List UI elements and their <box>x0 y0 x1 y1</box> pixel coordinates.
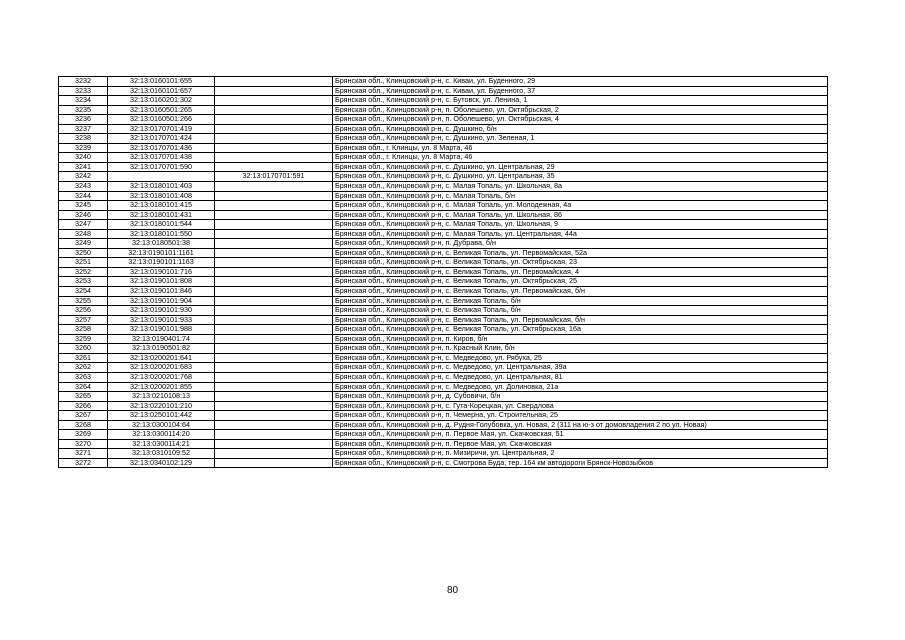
address-cell: Брянская обл., Клинцовский р-н, с. Великая Топаль, ул. Первомайская, б/н <box>333 287 828 297</box>
address-cell: Брянская обл., Клинцовский р-н, с. Малая Топаль, ул. Молодежная, 4а <box>333 201 828 211</box>
secondary-cadastral-number-cell <box>215 201 333 211</box>
table-row <box>59 344 828 354</box>
row-number-cell: 3244 <box>59 191 108 201</box>
address-cell: Брянская обл., Клинцовский р-н, п. Красный Клин, б/н <box>333 344 828 354</box>
address-cell: Брянская обл., Клинцовский р-н, с. Малая Топаль, б/н <box>333 191 828 201</box>
row-number-cell: 3250 <box>59 248 108 258</box>
row-number-cell: 3234 <box>59 96 108 106</box>
secondary-cadastral-number-cell <box>215 439 333 449</box>
secondary-cadastral-number-cell <box>215 210 333 220</box>
secondary-cadastral-number-cell <box>215 392 333 402</box>
cadastral-number-cell: 32:13:0180501:38 <box>108 239 215 249</box>
cadastral-number-cell: 32:13:0220101:210 <box>108 401 215 411</box>
secondary-cadastral-number-cell <box>215 306 333 316</box>
address-cell: Брянская обл., г. Клинцы, ул. 8 Марта, 46 <box>333 153 828 163</box>
row-number-cell: 3236 <box>59 115 108 125</box>
row-number-cell: 3265 <box>59 392 108 402</box>
secondary-cadastral-number-cell <box>215 334 333 344</box>
cadastral-number-cell: 32:13:0160101:657 <box>108 86 215 96</box>
secondary-cadastral-number-cell <box>215 96 333 106</box>
address-cell: Брянская обл., Клинцовский р-н, с. Великая Топаль, ул. Октябрьская, 25 <box>333 277 828 287</box>
table-row <box>59 96 828 106</box>
row-number-cell: 3253 <box>59 277 108 287</box>
row-number-cell: 3258 <box>59 325 108 335</box>
address-cell: Брянская обл., Клинцовский р-н, п. Чемерна, ул. Строительная, 25 <box>333 411 828 421</box>
secondary-cadastral-number-cell <box>215 287 333 297</box>
address-cell: Брянская обл., Клинцовский р-н, д. Рудня-Голубовка, ул. Новая, 2 (311 на ю-з от домовладения 2 по ул. Новая) <box>333 420 828 430</box>
cadastral-number-cell: 32:13:0160101:655 <box>108 77 215 87</box>
table-row <box>59 353 828 363</box>
row-number-cell: 3245 <box>59 201 108 211</box>
record-table <box>58 76 828 468</box>
table-row <box>59 248 828 258</box>
row-number-cell: 3241 <box>59 162 108 172</box>
address-cell: Брянская обл., Клинцовский р-н, с. Великая Топаль, б/н <box>333 306 828 316</box>
table-row <box>59 363 828 373</box>
table-row <box>59 258 828 268</box>
row-number-cell: 3249 <box>59 239 108 249</box>
row-number-cell: 3242 <box>59 172 108 182</box>
table-row <box>59 210 828 220</box>
table-row <box>59 392 828 402</box>
secondary-cadastral-number-cell <box>215 458 333 468</box>
address-cell: Брянская обл., Клинцовский р-н, с. Великая Топаль, ул. Октябрьская, 23 <box>333 258 828 268</box>
address-cell: Брянская обл., Клинцовский р-н, с. Великая Топаль, ул. Первомайская, 4 <box>333 267 828 277</box>
cadastral-number-cell: 32:13:0190101:808 <box>108 277 215 287</box>
secondary-cadastral-number-cell <box>215 229 333 239</box>
table-row <box>59 143 828 153</box>
address-cell: Брянская обл., Клинцовский р-н, п. Первое Мая, ул. Скачковская, 51 <box>333 430 828 440</box>
secondary-cadastral-number-cell <box>215 105 333 115</box>
table-row <box>59 162 828 172</box>
secondary-cadastral-number-cell <box>215 115 333 125</box>
secondary-cadastral-number-cell <box>215 267 333 277</box>
cadastral-number-cell: 32:13:0190101:846 <box>108 287 215 297</box>
row-number-cell: 3269 <box>59 430 108 440</box>
secondary-cadastral-number-cell <box>215 315 333 325</box>
secondary-cadastral-number-cell <box>215 220 333 230</box>
table-row <box>59 267 828 277</box>
row-number-cell: 3238 <box>59 134 108 144</box>
row-number-cell: 3261 <box>59 353 108 363</box>
secondary-cadastral-number-cell <box>215 372 333 382</box>
table-row <box>59 124 828 134</box>
address-cell: Брянская обл., Клинцовский р-н, с. Бутовск, ул. Ленина, 1 <box>333 96 828 106</box>
address-cell: Брянская обл., Клинцовский р-н, с. Душкино, ул. Центральная, 29 <box>333 162 828 172</box>
row-number-cell: 3233 <box>59 86 108 96</box>
address-cell: Брянская обл., Клинцовский р-н, с. Медведово, ул. Центральная, 39а <box>333 363 828 373</box>
address-cell: Брянская обл., Клинцовский р-н, с. Душкино, б/н <box>333 124 828 134</box>
row-number-cell: 3272 <box>59 458 108 468</box>
row-number-cell: 3232 <box>59 77 108 87</box>
cadastral-number-cell: 32:13:0190101:716 <box>108 267 215 277</box>
table-row <box>59 325 828 335</box>
cadastral-number-cell <box>108 172 215 182</box>
secondary-cadastral-number-cell <box>215 277 333 287</box>
address-cell: Брянская обл., Клинцовский р-н, с. Малая Топаль, ул. Школьная, 9 <box>333 220 828 230</box>
address-cell: Брянская обл., Клинцовский р-н, с. Великая Топаль, ул. Первомайская, 52а <box>333 248 828 258</box>
address-cell: Брянская обл., Клинцовский р-н, с. Медведово, ул. Долиновка, 21а <box>333 382 828 392</box>
row-number-cell: 3254 <box>59 287 108 297</box>
row-number-cell: 3264 <box>59 382 108 392</box>
cadastral-number-cell: 32:13:0180101:403 <box>108 182 215 192</box>
cadastral-number-cell: 32:13:0180101:544 <box>108 220 215 230</box>
row-number-cell: 3255 <box>59 296 108 306</box>
row-number-cell: 3256 <box>59 306 108 316</box>
table-row <box>59 86 828 96</box>
row-number-cell: 3270 <box>59 439 108 449</box>
address-cell: Брянская обл., Клинцовский р-н, с. Киваи, ул. Буденного, 37 <box>333 86 828 96</box>
table-row <box>59 277 828 287</box>
row-number-cell: 3271 <box>59 449 108 459</box>
cadastral-number-cell: 32:13:0180101:550 <box>108 229 215 239</box>
secondary-cadastral-number-cell <box>215 325 333 335</box>
address-cell: Брянская обл., Клинцовский р-н, с. Гута-Корецкая, ул. Свердлова <box>333 401 828 411</box>
secondary-cadastral-number-cell <box>215 420 333 430</box>
table-row <box>59 201 828 211</box>
table-row <box>59 411 828 421</box>
table-row <box>59 239 828 249</box>
row-number-cell: 3266 <box>59 401 108 411</box>
secondary-cadastral-number-cell: 32:13:0170701:591 <box>215 172 333 182</box>
secondary-cadastral-number-cell <box>215 191 333 201</box>
address-cell: Брянская обл., Клинцовский р-н, п. Мизиричи, ул. Центральная, 2 <box>333 449 828 459</box>
table-row <box>59 306 828 316</box>
address-cell: Брянская обл., Клинцовский р-н, с. Смотрова Буда, тер. 164 км автодороги Брянск-Новозыбков <box>333 458 828 468</box>
address-cell: Брянская обл., Клинцовский р-н, п. Дубрава, б/н <box>333 239 828 249</box>
secondary-cadastral-number-cell <box>215 258 333 268</box>
table-row <box>59 439 828 449</box>
row-number-cell: 3252 <box>59 267 108 277</box>
secondary-cadastral-number-cell <box>215 382 333 392</box>
cadastral-number-cell: 32:13:0190101:988 <box>108 325 215 335</box>
table-row <box>59 458 828 468</box>
cadastral-number-cell: 32:13:0170701:424 <box>108 134 215 144</box>
address-cell: Брянская обл., Клинцовский р-н, с. Душкино, ул. Центральная, 35 <box>333 172 828 182</box>
cadastral-number-cell: 32:13:0190101:930 <box>108 306 215 316</box>
row-number-cell: 3251 <box>59 258 108 268</box>
cadastral-number-cell: 32:13:0200201:641 <box>108 353 215 363</box>
table-row <box>59 296 828 306</box>
row-number-cell: 3259 <box>59 334 108 344</box>
table-row <box>59 153 828 163</box>
secondary-cadastral-number-cell <box>215 86 333 96</box>
row-number-cell: 3248 <box>59 229 108 239</box>
cadastral-number-cell: 32:13:0310109:52 <box>108 449 215 459</box>
secondary-cadastral-number-cell <box>215 353 333 363</box>
cadastral-number-cell: 32:13:0160501:266 <box>108 115 215 125</box>
row-number-cell: 3268 <box>59 420 108 430</box>
secondary-cadastral-number-cell <box>215 77 333 87</box>
cadastral-number-cell: 32:13:0300104:64 <box>108 420 215 430</box>
table-row <box>59 191 828 201</box>
cadastral-number-cell: 32:13:0170701:590 <box>108 162 215 172</box>
address-cell: Брянская обл., Клинцовский р-н, с. Великая Топаль, б/н <box>333 296 828 306</box>
address-cell: Брянская обл., Клинцовский р-н, с. Великая Топаль, ул. Первомайская, б/н <box>333 315 828 325</box>
row-number-cell: 3263 <box>59 372 108 382</box>
address-cell: Брянская обл., Клинцовский р-н, с. Малая Топаль, ул. Центральная, 44а <box>333 229 828 239</box>
secondary-cadastral-number-cell <box>215 239 333 249</box>
table-row <box>59 420 828 430</box>
record-table-body <box>59 77 828 468</box>
row-number-cell: 3239 <box>59 143 108 153</box>
secondary-cadastral-number-cell <box>215 162 333 172</box>
secondary-cadastral-number-cell <box>215 296 333 306</box>
row-number-cell: 3257 <box>59 315 108 325</box>
table-row <box>59 401 828 411</box>
secondary-cadastral-number-cell <box>215 182 333 192</box>
cadastral-number-cell: 32:13:0200201:683 <box>108 363 215 373</box>
secondary-cadastral-number-cell <box>215 248 333 258</box>
cadastral-number-cell: 32:13:0340102:129 <box>108 458 215 468</box>
address-cell: Брянская обл., Клинцовский р-н, п. Киров, б/н <box>333 334 828 344</box>
row-number-cell: 3262 <box>59 363 108 373</box>
row-number-cell: 3247 <box>59 220 108 230</box>
address-cell: Брянская обл., Клинцовский р-н, п. Первое Мая, ул. Скачковская <box>333 439 828 449</box>
secondary-cadastral-number-cell <box>215 363 333 373</box>
table-row <box>59 105 828 115</box>
table-row <box>59 220 828 230</box>
row-number-cell: 3240 <box>59 153 108 163</box>
row-number-cell: 3267 <box>59 411 108 421</box>
table-row <box>59 382 828 392</box>
address-cell: Брянская обл., Клинцовский р-н, д. Субовичи, б/н <box>333 392 828 402</box>
table-row <box>59 334 828 344</box>
address-cell: Брянская обл., Клинцовский р-н, п. Оболешево, ул. Октябрьская, 4 <box>333 115 828 125</box>
cadastral-number-cell: 32:13:0180101:415 <box>108 201 215 211</box>
page-number: 80 <box>446 585 459 596</box>
secondary-cadastral-number-cell <box>215 344 333 354</box>
secondary-cadastral-number-cell <box>215 134 333 144</box>
address-cell: Брянская обл., Клинцовский р-н, с. Душкино, ул. Зеленая, 1 <box>333 134 828 144</box>
address-cell: Брянская обл., Клинцовский р-н, с. Малая Топаль, ул. Школьная, 8а <box>333 182 828 192</box>
address-cell: Брянская обл., Клинцовский р-н, с. Медведово, ул. Рябуха, 25 <box>333 353 828 363</box>
cadastral-number-cell: 32:13:0170701:436 <box>108 143 215 153</box>
secondary-cadastral-number-cell <box>215 153 333 163</box>
table-row <box>59 115 828 125</box>
cadastral-number-cell: 32:13:0300114:21 <box>108 439 215 449</box>
row-number-cell: 3243 <box>59 182 108 192</box>
cadastral-number-cell: 32:13:0170701:419 <box>108 124 215 134</box>
cadastral-number-cell: 32:13:0190401:74 <box>108 334 215 344</box>
table-row <box>59 77 828 87</box>
cadastral-number-cell: 32:13:0180101:431 <box>108 210 215 220</box>
cadastral-number-cell: 32:13:0190101:1161 <box>108 248 215 258</box>
cadastral-number-cell: 32:13:0190501:82 <box>108 344 215 354</box>
table-row <box>59 430 828 440</box>
table-row <box>59 134 828 144</box>
table-row <box>59 449 828 459</box>
cadastral-number-cell: 32:13:0160501:265 <box>108 105 215 115</box>
cadastral-number-cell: 32:13:0200201:855 <box>108 382 215 392</box>
cadastral-number-cell: 32:13:0160201:302 <box>108 96 215 106</box>
cadastral-number-cell: 32:13:0210108:13 <box>108 392 215 402</box>
table-row <box>59 315 828 325</box>
row-number-cell: 3246 <box>59 210 108 220</box>
table-row <box>59 229 828 239</box>
secondary-cadastral-number-cell <box>215 124 333 134</box>
cadastral-number-cell: 32:13:0190101:933 <box>108 315 215 325</box>
cadastral-number-cell: 32:13:0200201:768 <box>108 372 215 382</box>
cadastral-number-cell: 32:13:0250101:442 <box>108 411 215 421</box>
address-cell: Брянская обл., г. Клинцы, ул. 8 Марта, 46 <box>333 143 828 153</box>
row-number-cell: 3235 <box>59 105 108 115</box>
table-row <box>59 182 828 192</box>
address-cell: Брянская обл., Клинцовский р-н, с. Великая Топаль, ул. Октябрьская, 16а <box>333 325 828 335</box>
secondary-cadastral-number-cell <box>215 430 333 440</box>
table-row <box>59 172 828 182</box>
secondary-cadastral-number-cell <box>215 449 333 459</box>
cadastral-number-cell: 32:13:0190101:1163 <box>108 258 215 268</box>
row-number-cell: 3260 <box>59 344 108 354</box>
secondary-cadastral-number-cell <box>215 401 333 411</box>
address-cell: Брянская обл., Клинцовский р-н, с. Киваи, ул. Буденного, 29 <box>333 77 828 87</box>
secondary-cadastral-number-cell <box>215 411 333 421</box>
cadastral-number-cell: 32:13:0180101:408 <box>108 191 215 201</box>
table-row <box>59 287 828 297</box>
address-cell: Брянская обл., Клинцовский р-н, с. Медведово, ул. Центральная, 81 <box>333 372 828 382</box>
cadastral-number-cell: 32:13:0190101:904 <box>108 296 215 306</box>
address-cell: Брянская обл., Клинцовский р-н, с. Малая Топаль, ул. Школьная, 86 <box>333 210 828 220</box>
secondary-cadastral-number-cell <box>215 143 333 153</box>
table-row <box>59 372 828 382</box>
row-number-cell: 3237 <box>59 124 108 134</box>
cadastral-number-cell: 32:13:0170701:438 <box>108 153 215 163</box>
address-cell: Брянская обл., Клинцовский р-н, п. Оболешево, ул. Октябрьская, 2 <box>333 105 828 115</box>
cadastral-number-cell: 32:13:0300114:20 <box>108 430 215 440</box>
